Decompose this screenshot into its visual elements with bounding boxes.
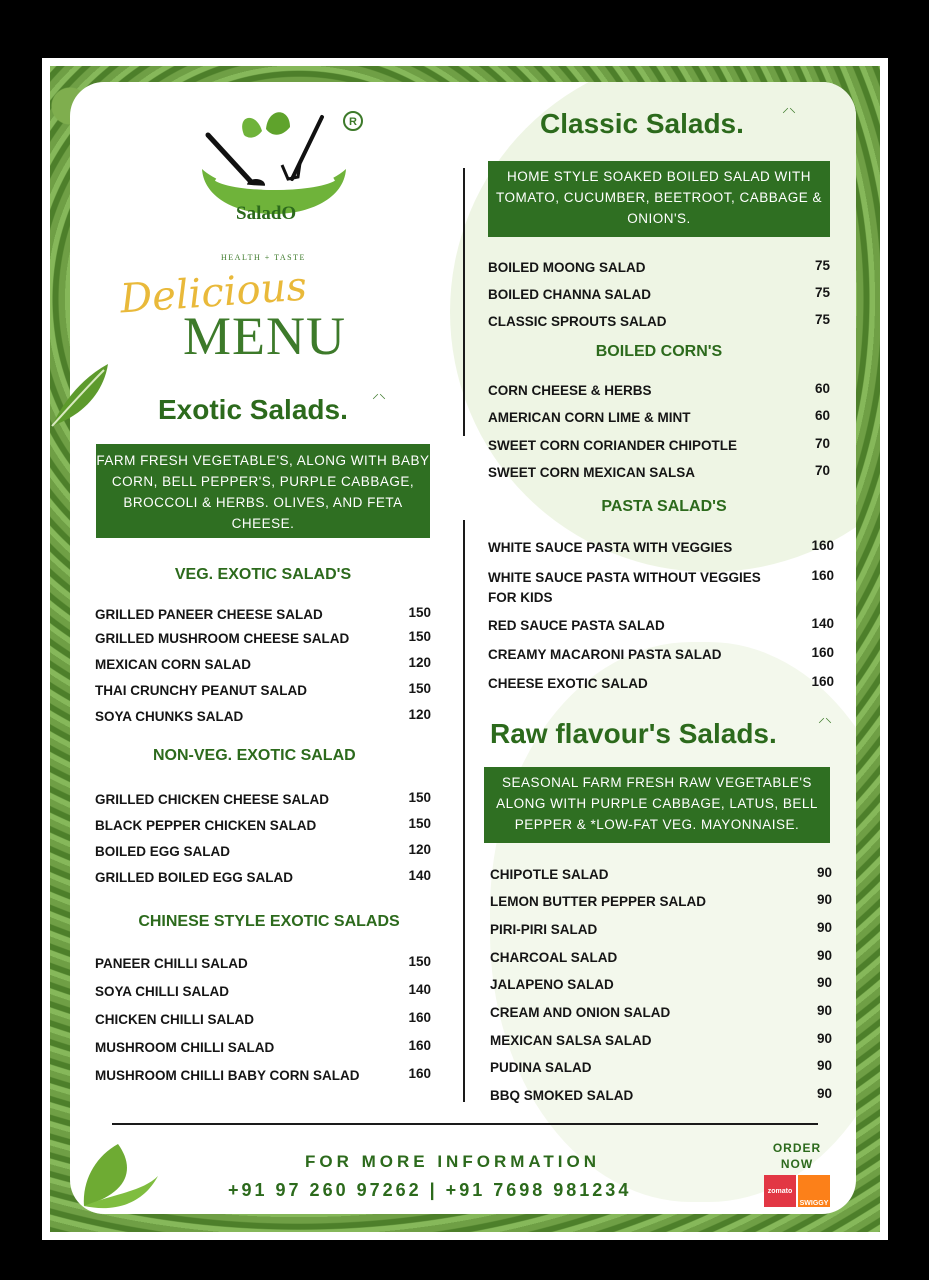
menu-item-name: PIRI-PIRI SALAD [490,922,598,937]
classic-description: HOME STYLE SOAKED BOILED SALAD WITH TOMATO, CUCUMBER, BEETROOT, CABBAGE & ONION'S. [488,161,830,237]
menu-item-price: 60 [814,408,830,423]
menu-item-row [488,674,834,694]
menu-item-row [490,1003,832,1023]
menu-item-row [488,312,830,332]
menu-item-name: GRILLED PANEER CHEESE SALAD [95,607,323,622]
phone-numbers[interactable]: +91 97 260 97262 | +91 7698 981234 [228,1180,632,1200]
menu-item-row [95,868,431,888]
menu-item-name: BOILED EGG SALAD [95,844,231,859]
menu-item-price: 150 [408,954,431,969]
exotic-title: Exotic Salads. [158,394,348,425]
menu-item-price: 160 [408,1010,431,1025]
menu-item-price: 150 [408,629,431,644]
menu-item-price: 160 [811,538,834,553]
menu-item-price: 160 [811,645,834,660]
menu-item-price: 140 [408,982,431,997]
menu-item-name: MEXICAN SALSA SALAD [490,1033,652,1048]
menu-item-name: WHITE SAUCE PASTA WITH VEGGIES [488,540,733,555]
menu-item-name: CHARCOAL SALAD [490,950,618,965]
brand-name: SaladO [236,203,297,224]
raw-description: SEASONAL FARM FRESH RAW VEGETABLE'S ALONG WITH PURPLE CABBAGE, LATUS, BELL PEPPER & *LOW-FAT VEG. MAYONNAISE. [484,767,830,843]
menu-item-row [488,285,830,305]
menu-item-price: 90 [816,1031,832,1046]
menu-item-name: AMERICAN CORN LIME & MINT [488,410,691,425]
menu-item-price: 140 [408,868,431,883]
menu-item-price: 70 [814,463,830,478]
menu-item-price: 60 [814,381,830,396]
menu-item-name: LEMON BUTTER PEPPER SALAD [490,894,707,909]
menu-item-row [95,605,431,625]
menu-item-name: CREAM AND ONION SALAD [490,1005,671,1020]
leaf-icon [72,1136,162,1216]
menu-item-price: 120 [408,655,431,670]
menu-item-row [95,842,431,862]
menu-item-name: GRILLED BOILED EGG SALAD [95,870,294,885]
menu-item-price: 90 [816,865,832,880]
menu-item-name: CORN CHEESE & HERBS [488,383,652,398]
menu-item-price: 160 [811,568,834,583]
menu-item-price: 75 [814,312,830,327]
menu-item-price: 140 [811,616,834,631]
veg-exotic-title: VEG. EXOTIC SALAD'S [174,566,352,583]
menu-item-row [95,1066,431,1086]
menu-item-name: BBQ SMOKED SALAD [490,1088,634,1103]
menu-item-name: SWEET CORN MEXICAN SALSA [488,465,696,480]
menu-item-row [488,258,830,278]
menu-item-price: 160 [408,1066,431,1081]
menu-item-price: 160 [811,674,834,689]
raw-title: Raw flavour's Salads. [490,718,777,749]
menu-item-row [95,681,431,701]
menu-item-name: GRILLED MUSHROOM CHEESE SALAD [95,631,350,646]
menu-item-name: THAI CRUNCHY PEANUT SALAD [95,683,308,698]
menu-item-row [488,645,834,665]
menu-item-name: CREAMY MACARONI PASTA SALAD [488,647,722,662]
menu-item-row [488,381,830,401]
menu-item-name: CHEESE EXOTIC SALAD [488,676,648,691]
menu-item-row [490,920,832,940]
menu-item-name: SOYA CHILLI SALAD [95,984,230,999]
menu-item-row [490,1031,832,1051]
splash-icon: ⸝⸜ [782,99,796,115]
hero-script: Delicious [118,263,309,323]
menu-item-name: MEXICAN CORN SALAD [95,657,252,672]
pasta-title: PASTA SALAD'S [601,498,727,515]
menu-item-name: SWEET CORN CORIANDER CHIPOTLE [488,438,738,453]
hero-title: MENU [183,306,346,366]
menu-item-row [95,655,431,675]
menu-item-row [488,408,830,428]
menu-item-name: JALAPENO SALAD [490,977,614,992]
menu-item-name: MUSHROOM CHILLI BABY CORN SALAD [95,1068,360,1083]
menu-item-row [488,463,830,483]
menu-item-name: WHITE SAUCE PASTA WITHOUT VEGGIES FOR KIDS [488,570,761,605]
menu-item-name: MUSHROOM CHILLI SALAD [95,1040,275,1055]
menu-item-price: 90 [816,1003,832,1018]
corn-title: BOILED CORN'S [595,343,723,360]
splash-icon: ⸝⸜ [372,385,386,401]
menu-item-row [95,816,431,836]
menu-item-row [490,865,832,885]
menu-item-name: CLASSIC SPROUTS SALAD [488,314,667,329]
brand-tagline: HEALTH + TASTE [221,253,306,262]
salado-logo-icon [196,105,366,265]
menu-item-price: 90 [816,1086,832,1101]
info-label: FOR MORE INFORMATION [305,1152,600,1171]
leaf-icon [46,356,116,436]
menu-item-price: 150 [408,681,431,696]
menu-item-name: BOILED MOONG SALAD [488,260,646,275]
zomato-button[interactable]: zomato [764,1175,796,1207]
menu-item-row [95,790,431,810]
menu-item-name: SOYA CHUNKS SALAD [95,709,244,724]
splash-icon: ⸝⸜ [818,709,832,725]
menu-item-name: CHIPOTLE SALAD [490,867,609,882]
footer-divider [112,1123,818,1125]
menu-item-price: 75 [814,285,830,300]
chinese-exotic-title: CHINESE STYLE EXOTIC SALADS [138,913,400,930]
menu-item-price: 90 [816,892,832,907]
menu-item-row [95,954,431,974]
menu-item-row [95,1010,431,1030]
column-divider [463,168,465,436]
menu-item-name: PANEER CHILLI SALAD [95,956,248,971]
menu-item-price: 70 [814,436,830,451]
menu-item-row [95,982,431,1002]
menu-item-row [490,1058,832,1078]
menu-item-row [488,568,834,608]
menu-item-row [95,707,431,727]
menu-item-name: BOILED CHANNA SALAD [488,287,651,302]
classic-title: Classic Salads. [540,108,744,139]
menu-item-price: 120 [408,842,431,857]
exotic-description: FARM FRESH VEGETABLE'S, ALONG WITH BABY CORN, BELL PEPPER'S, PURPLE CABBAGE, BROCCOLI & HERBS. OLIVES, AND FETA CHEESE. [96,444,430,538]
menu-item-row [95,1038,431,1058]
nonveg-exotic-title: NON-VEG. EXOTIC SALAD [153,747,356,764]
menu-item-name: BLACK PEPPER CHICKEN SALAD [95,818,317,833]
menu-item-row [488,436,830,456]
menu-item-price: 150 [408,816,431,831]
menu-item-row [95,629,431,649]
svg-text:R: R [349,116,357,128]
menu-item-row [490,1086,832,1106]
menu-item-price: 90 [816,920,832,935]
menu-item-price: 90 [816,948,832,963]
menu-item-name: PUDINA SALAD [490,1060,592,1075]
menu-item-price: 150 [408,790,431,805]
menu-item-name: CHICKEN CHILLI SALAD [95,1012,254,1027]
menu-item-name: RED SAUCE PASTA SALAD [488,618,665,633]
menu-item-price: 75 [814,258,830,273]
menu-item-price: 160 [408,1038,431,1053]
menu-item-row [488,616,834,636]
swiggy-button[interactable]: SWIGGY [798,1175,830,1207]
menu-item-row [490,948,832,968]
menu-item-name: GRILLED CHICKEN CHEESE SALAD [95,792,330,807]
menu-item-row [488,538,834,558]
menu-item-row [490,892,832,912]
menu-item-price: 150 [408,605,431,620]
menu-item-price: 90 [816,1058,832,1073]
menu-item-price: 90 [816,975,832,990]
menu-item-row [490,975,832,995]
column-divider [463,520,465,1102]
menu-item-price: 120 [408,707,431,722]
order-now-label: ORDER NOW [772,1141,822,1171]
